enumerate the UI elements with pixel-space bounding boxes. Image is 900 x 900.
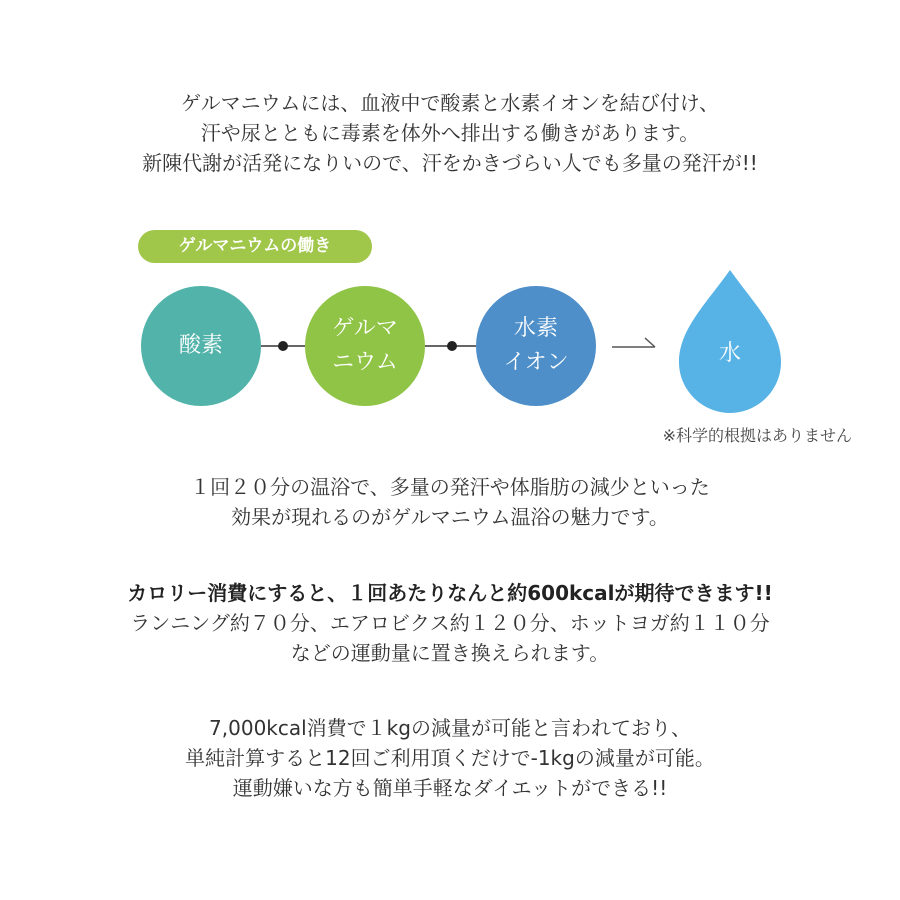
germanium-function-badge: ゲルマニウムの働き	[138, 230, 372, 263]
weight-line: 7,000kcal消費で１kgの減量が可能と言われており、	[209, 716, 691, 740]
calorie-line: などの運動量に置き換えられます。	[290, 641, 610, 665]
germanium-label: ゲルマ ニウム	[332, 316, 398, 375]
intro-line: 新陳代謝が活発になりいので、汗をかきづらい人でも多量の発汗が!!	[142, 151, 758, 175]
calorie-line: ランニング約７０分、エアロビクス約１２０分、ホットヨガ約１１０分	[130, 611, 770, 635]
calorie-headline: カロリー消費にすると、１回あたりなんと約600kcalが期待できます!!	[127, 581, 773, 605]
intro-line: ゲルマニウムには、血液中で酸素と水素イオンを結び付け、	[181, 91, 719, 115]
hydrogen-ion-label: 水素 イオン	[503, 316, 569, 375]
germanium-circle	[305, 286, 425, 406]
bath-line: １回２０分の温浴で、多量の発汗や体脂肪の減少といった	[190, 475, 710, 499]
calorie-paragraph	[0, 578, 900, 668]
oxygen-circle	[141, 286, 261, 406]
disclaimer-note: ※科学的根拠はありません	[662, 426, 852, 445]
bath-paragraph	[0, 472, 900, 532]
oxygen-label: 酸素	[178, 333, 223, 358]
bath-line: 効果が現れるのがゲルマニウム温浴の魅力です。	[231, 505, 669, 529]
weight-line: 運動嫌いな方も簡単手軽なダイエットができる!!	[232, 776, 668, 800]
weight-paragraph	[0, 713, 900, 803]
connector-dot	[278, 341, 288, 351]
arrow-head	[645, 338, 655, 347]
hydrogen-ion-circle	[476, 286, 596, 406]
weight-line: 単純計算すると12回ご利用頂くだけで-1kgの減量が可能。	[185, 746, 715, 770]
water-label: 水	[718, 341, 741, 366]
intro-line: 汗や尿とともに毒素を体外へ排出する働きがあります。	[200, 121, 700, 145]
connector-dot	[447, 341, 457, 351]
